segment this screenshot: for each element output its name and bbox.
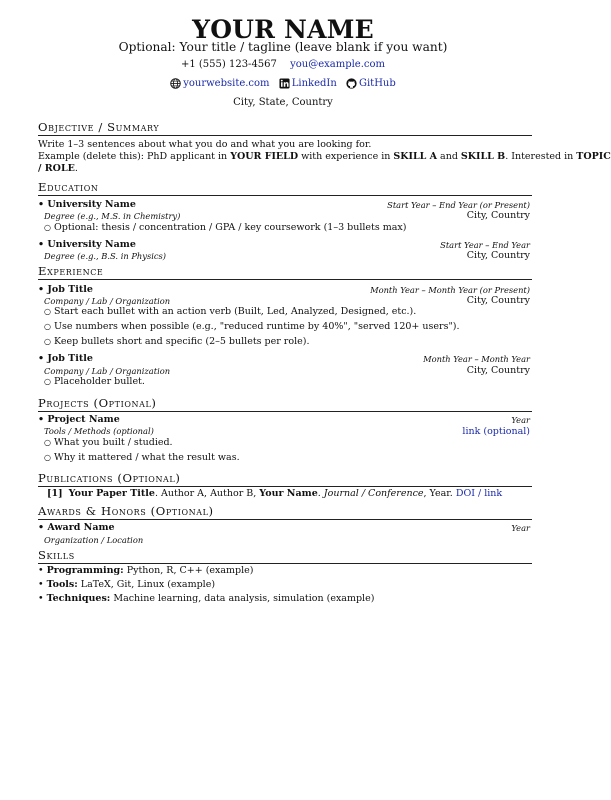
project-bullet-text: Why it mattered / what the result was. bbox=[53, 452, 240, 463]
bullet-circle: ○ bbox=[44, 438, 51, 447]
job-bullet-text: Use numbers when possible (e.g., "reduced runtime by 40%", "served 120+ users"). bbox=[53, 321, 460, 332]
objective-text: with experience in bbox=[298, 151, 394, 162]
skill-value: LaTeX, Git, Linux (example) bbox=[80, 579, 216, 590]
skill-row: • Techniques: Machine learning, data analysis, simulation (example) bbox=[38, 593, 375, 604]
job-location: City, Country bbox=[466, 295, 530, 306]
job-title-text: Job Title bbox=[47, 284, 93, 295]
job-bullet bbox=[44, 376, 145, 387]
objective-text: . Interested in bbox=[505, 151, 577, 162]
project-year: Year bbox=[511, 415, 530, 425]
job-dates: Month Year – Month Year bbox=[423, 354, 530, 364]
education-detail-text: Optional: thesis / concentration / GPA / key coursework (1–3 bullets max) bbox=[53, 222, 407, 233]
section-heading-objective: Objective / Summary bbox=[38, 120, 532, 136]
job-title-text: Job Title bbox=[47, 353, 93, 364]
project-tools: Tools / Methods (optional) bbox=[44, 426, 154, 436]
project-name: • Project Name bbox=[38, 414, 120, 425]
bullet-circle: ○ bbox=[44, 307, 51, 316]
education-detail bbox=[44, 222, 407, 233]
resume-tagline: Optional: Your title / tagline (leave blank if you want) bbox=[118, 40, 448, 54]
github-link[interactable] bbox=[346, 78, 396, 89]
award-name: • Award Name bbox=[38, 522, 115, 533]
skill-value: Machine learning, data analysis, simulation (example) bbox=[113, 593, 375, 604]
job-dates: Month Year – Month Year (or Present) bbox=[370, 285, 530, 295]
objective-role: / ROLE bbox=[38, 163, 75, 174]
linkedin-link[interactable] bbox=[279, 78, 337, 89]
objective-line-3 bbox=[38, 163, 78, 174]
section-heading-awards: Awards & Honors (Optional) bbox=[38, 504, 532, 520]
contact-line bbox=[0, 59, 566, 70]
globe-icon bbox=[170, 78, 181, 89]
education-dates: Start Year – End Year bbox=[440, 240, 530, 250]
school-name: University Name bbox=[47, 199, 136, 210]
skill-row: • Programming: Python, R, C++ (example) bbox=[38, 565, 254, 576]
school-name: University Name bbox=[47, 239, 136, 250]
bullet-circle: ○ bbox=[44, 377, 51, 386]
job-bullet-text: Placeholder bullet. bbox=[53, 376, 145, 387]
resume-name: YOUR NAME bbox=[192, 15, 374, 44]
bullet-circle: ○ bbox=[44, 453, 51, 462]
publication-self: Your Name bbox=[259, 488, 318, 499]
location-text: City, State, Country bbox=[233, 97, 333, 108]
education-school: • University Name bbox=[38, 199, 136, 210]
website-label: yourwebsite.com bbox=[183, 78, 270, 89]
publication-entry: [1] Your Paper Title. Author A, Author B, Your Name. Journal / Conference, Year. DOI / link bbox=[47, 488, 503, 499]
section-heading-experience: Experience bbox=[38, 264, 532, 280]
github-label: GitHub bbox=[358, 78, 396, 89]
skill-row: • Tools: LaTeX, Git, Linux (example) bbox=[38, 579, 216, 590]
objective-line-1: Write 1–3 sentences about what you do and what you are looking for. bbox=[38, 139, 372, 150]
award-year: Year bbox=[511, 523, 530, 533]
job-org: Company / Lab / Organization bbox=[44, 366, 171, 376]
skill-label: Techniques: bbox=[46, 593, 111, 604]
job-bullet-text: Start each bullet with an action verb (Built, Led, Analyzed, Designed, etc.). bbox=[53, 306, 417, 317]
github-icon bbox=[346, 78, 357, 89]
email-link[interactable]: you@example.com bbox=[290, 59, 385, 70]
publication-title: Your Paper Title bbox=[68, 488, 155, 499]
job-bullet bbox=[44, 336, 309, 347]
objective-text: . bbox=[74, 163, 78, 174]
job-org: Company / Lab / Organization bbox=[44, 296, 171, 306]
education-dates: Start Year – End Year (or Present) bbox=[387, 200, 530, 210]
job-bullet bbox=[44, 306, 416, 317]
objective-line-2 bbox=[38, 151, 611, 162]
job-location: City, Country bbox=[466, 365, 530, 376]
objective-field: YOUR FIELD bbox=[230, 151, 299, 162]
section-heading-projects: Projects (Optional) bbox=[38, 396, 532, 412]
publication-year: , Year. bbox=[423, 488, 456, 499]
award-org: Organization / Location bbox=[44, 535, 144, 545]
skill-value: Python, R, C++ (example) bbox=[126, 565, 254, 576]
education-location: City, Country bbox=[466, 210, 530, 221]
publication-authors: . Author A, Author B, bbox=[154, 488, 260, 499]
section-heading-education: Education bbox=[38, 180, 532, 196]
education-location: City, Country bbox=[466, 250, 530, 261]
bullet-circle: ○ bbox=[44, 223, 51, 232]
publication-doi-link[interactable]: DOI / link bbox=[455, 488, 503, 499]
profile-links bbox=[0, 78, 566, 92]
education-degree: Degree (e.g., B.S. in Physics) bbox=[44, 251, 167, 261]
publication-venue: Journal / Conference bbox=[323, 488, 424, 499]
objective-topic: TOPIC bbox=[576, 151, 611, 162]
job-title: • Job Title bbox=[38, 353, 93, 364]
website-link[interactable] bbox=[170, 78, 269, 89]
project-bullet-text: What you built / studied. bbox=[53, 437, 173, 448]
project-link[interactable]: link (optional) bbox=[462, 426, 530, 437]
skill-label: Tools: bbox=[46, 579, 78, 590]
project-bullet bbox=[44, 452, 240, 463]
objective-text: Example (delete this): PhD applicant in bbox=[38, 151, 231, 162]
education-degree: Degree (e.g., M.S. in Chemistry) bbox=[44, 211, 181, 221]
phone-text: +1 (555) 123-4567 bbox=[180, 59, 277, 70]
objective-text: and bbox=[437, 151, 461, 162]
objective-skill-b: SKILL B bbox=[460, 151, 506, 162]
award-name-text: Award Name bbox=[47, 522, 115, 533]
section-heading-publications: Publications (Optional) bbox=[38, 471, 532, 487]
bullet-circle: ○ bbox=[44, 337, 51, 346]
bullet-circle: ○ bbox=[44, 322, 51, 331]
section-heading-skills: Skills bbox=[38, 548, 532, 564]
linkedin-icon bbox=[279, 78, 290, 89]
objective-skill-a: SKILL A bbox=[393, 151, 438, 162]
linkedin-label: LinkedIn bbox=[291, 78, 337, 89]
project-name-text: Project Name bbox=[47, 414, 120, 425]
project-bullet bbox=[44, 437, 173, 448]
skill-label: Programming: bbox=[46, 565, 124, 576]
job-title: • Job Title bbox=[38, 284, 93, 295]
publication-number: [1] bbox=[47, 488, 63, 499]
job-bullet-text: Keep bullets short and specific (2–5 bullets per role). bbox=[53, 336, 310, 347]
job-bullet bbox=[44, 321, 460, 332]
education-school: • University Name bbox=[38, 239, 136, 250]
